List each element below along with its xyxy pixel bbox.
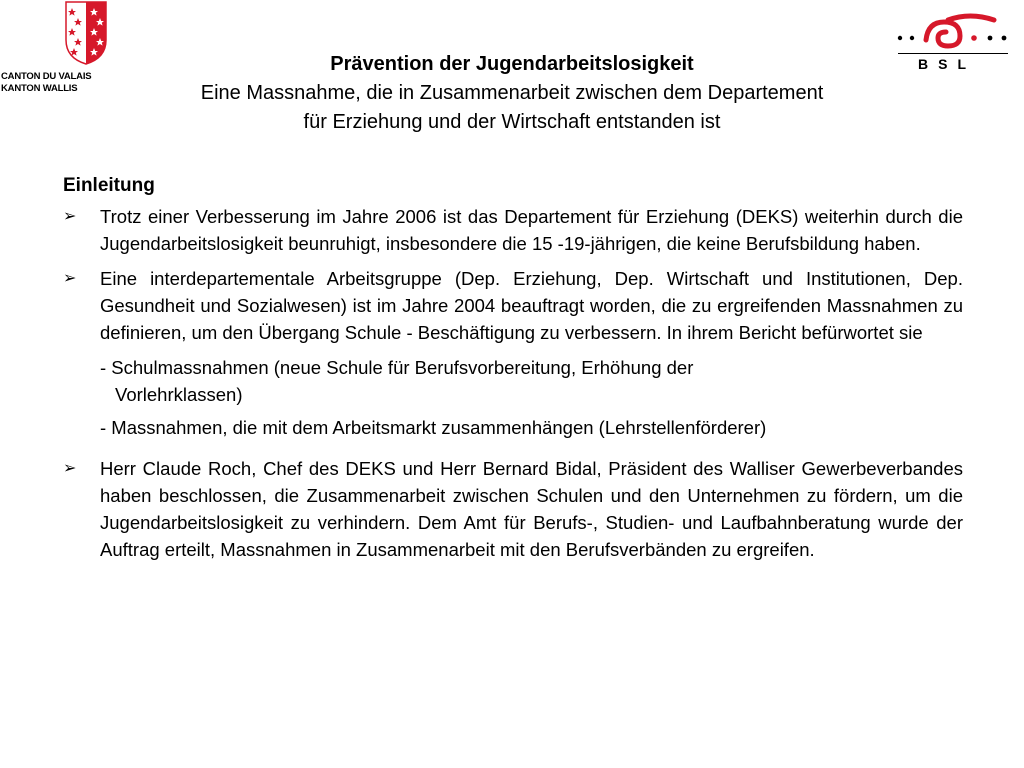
sub-item [63, 414, 963, 441]
arrow-bullet-icon: ➢ [63, 208, 77, 225]
bullet-item [63, 455, 963, 563]
sub-item [63, 354, 963, 408]
bsl-swirl-icon [890, 10, 1020, 54]
section-heading: Einleitung [63, 175, 155, 196]
slide-header [100, 50, 924, 137]
slide-title: Prävention der Jugendarbeitslosigkeit [330, 53, 694, 75]
sub-item-text: - Massnahmen, die mit dem Arbeitsmarkt zusammenhängen (Lehrstellenförderer) [100, 417, 767, 438]
slide-subtitle-line1: Eine Massnahme, die in Zusammenarbeit zwischen dem Departement [200, 82, 824, 104]
bullet-text: Eine interdepartementale Arbeitsgruppe (Dep. Erziehung, Dep. Wirtschaft und Institutionen, Dep. Gesundheit und Sozialwesen) ist im Jahre 2004 beauftragt worden, die zu ergreifenden Massnahmen zu definieren, um den Übergang Schule - Beschäftigung zu verbessern. In ihrem Bericht befürwortet sie [100, 268, 963, 343]
arrow-bullet-icon: ➢ [63, 460, 77, 477]
bullet-item [63, 265, 963, 346]
canton-name-fr: CANTON DU VALAIS [1, 71, 92, 82]
arrow-bullet-icon: ➢ [63, 270, 77, 287]
bullet-text: Trotz einer Verbesserung im Jahre 2006 ist das Departement für Erziehung (DEKS) weiterhin durch die Jugendarbeitslosigkeit beunruhigt, insbesondere die 15 -19-jährigen, die keine Berufsbildung haben. [100, 206, 963, 254]
canton-valais-logo [0, 0, 112, 100]
slide-body [63, 172, 963, 571]
bullet-item [63, 203, 963, 257]
sub-item-text: - Schulmassnahmen (neue Schule für Berufsvorbereitung, Erhöhung der [100, 357, 694, 378]
bsl-wordmark: BSL [918, 56, 976, 72]
bullet-text: Herr Claude Roch, Chef des DEKS und Herr Bernard Bidal, Präsident des Walliser Gewerbeverbandes haben beschlossen, die Zusammenarbeit zwischen Schulen und den Unternehmen zu fördern, um die Jugendarbeitslosigkeit zu verhindern. Dem Amt für Berufs-, Studien- und Laufbahnberatung wurde der Auftrag erteilt, Massnahmen in Zusammenarbeit mit den Berufsverbänden zu ergreifen. [100, 458, 963, 560]
slide-subtitle-line2: für Erziehung und der Wirtschaft entstanden ist [303, 111, 721, 133]
canton-name-de: KANTON WALLIS [1, 83, 78, 94]
sub-item-text-continued: Vorlehrklassen) [115, 384, 243, 405]
